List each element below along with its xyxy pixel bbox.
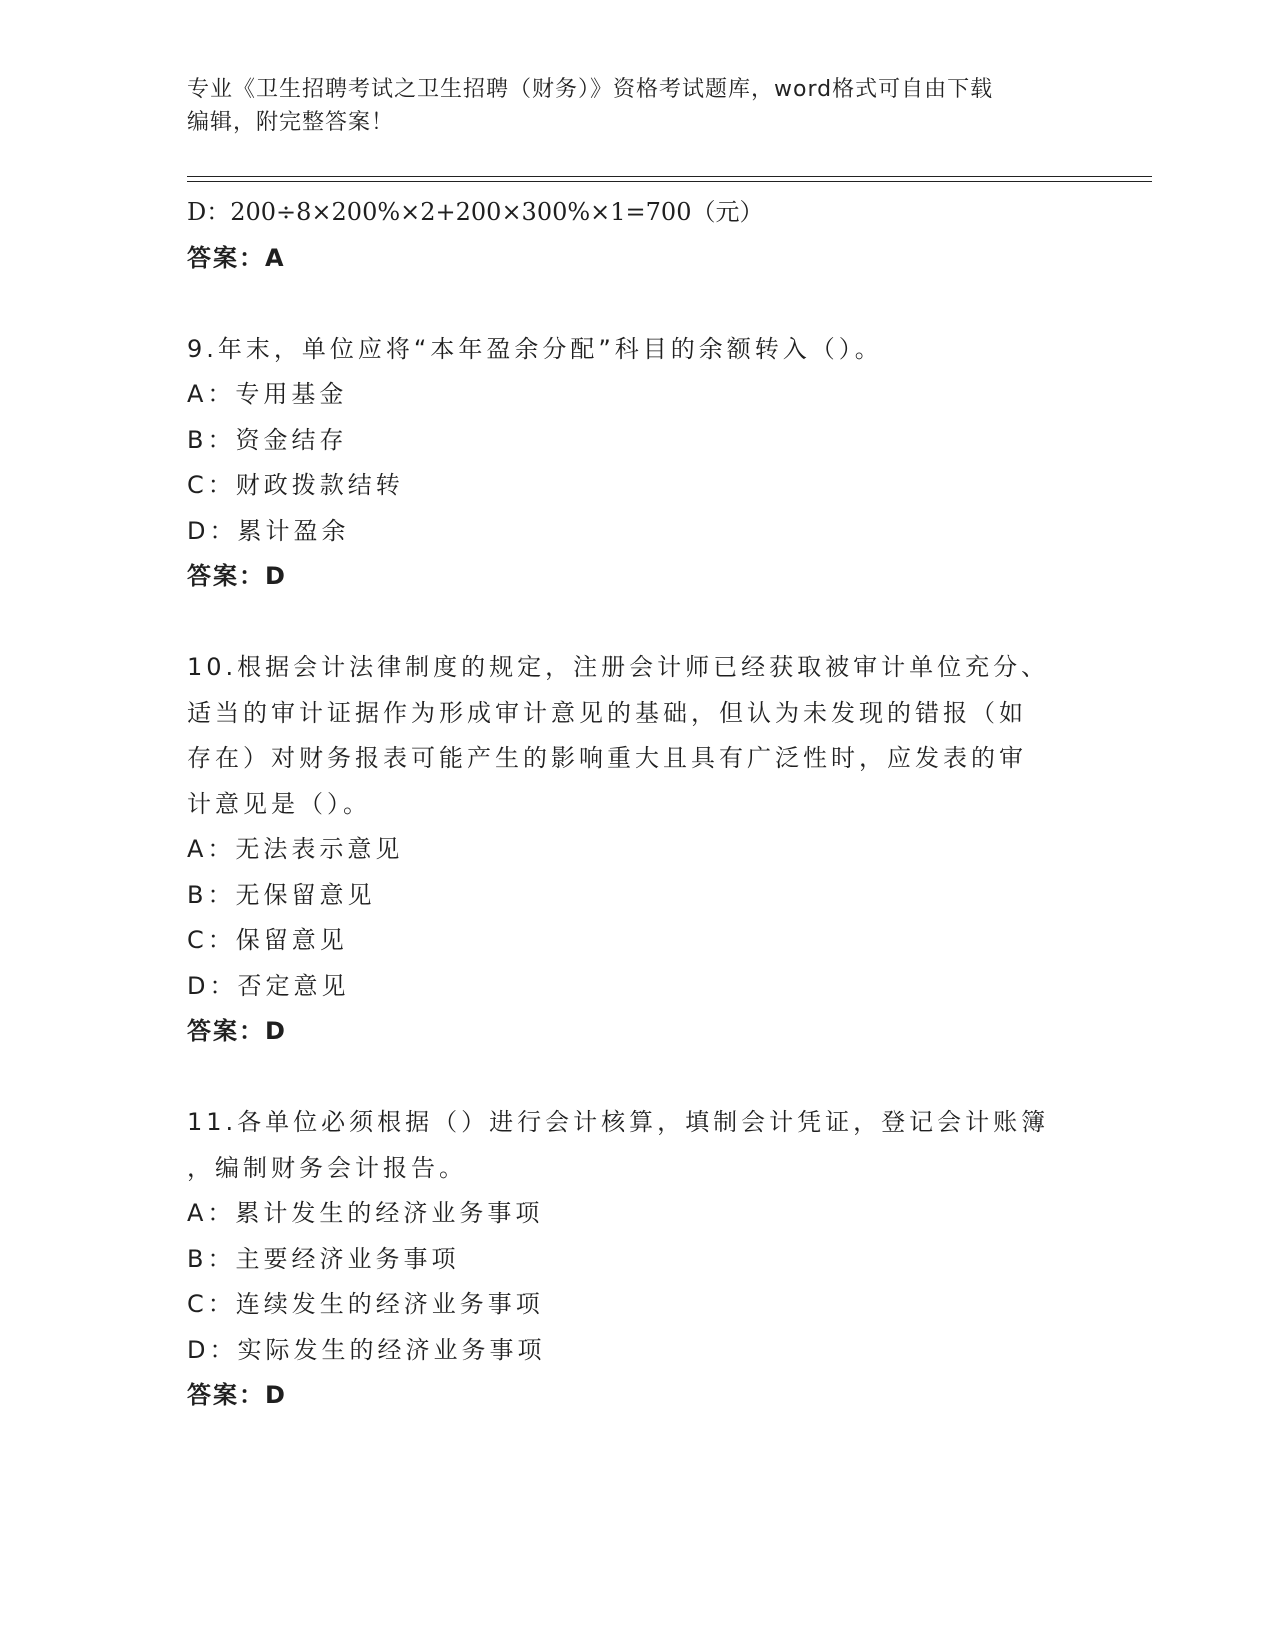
option-d-previous: D：200÷8×200%×2+200×300%×1=700（元） [187,198,764,226]
question-11-option-d: D：实际发生的经济业务事项 [187,1335,546,1364]
question-10-option-c: C：保留意见 [187,926,348,954]
question-11-answer: 答案：D [187,1381,287,1409]
header-line-2: 编辑，附完整答案！ [187,110,395,135]
question-11-option-a: A：累计发生的经济业务事项 [187,1199,544,1227]
spacer [187,600,1087,646]
question-10-stem-line-2: 适当的审计证据作为形成审计意见的基础，但认为未发现的错报（如 [187,698,1027,727]
question-10-option-a: A：无法表示意见 [187,835,404,863]
question-10-answer: 答案：D [187,1017,287,1045]
question-9-stem: 9.年末，单位应将“本年盈余分配”科目的余额转入（）。 [187,334,883,363]
question-10-stem-line-3: 存在）对财务报表可能产生的影响重大且具有广泛性时，应发表的审 [187,744,1027,772]
question-10 [187,645,1087,1055]
spacer [187,281,1087,327]
question-10-option-b: B：无保留意见 [187,880,376,909]
question-10-option-d: D：否定意见 [187,971,350,1000]
question-9-option-d: D：累计盈余 [187,516,350,545]
spacer [187,1055,1087,1101]
question-9-option-a: A：专用基金 [187,380,348,408]
header-divider-top [187,176,1152,177]
question-10-stem-line-4: 计意见是（）。 [187,789,371,818]
question-content [187,190,1087,1419]
question-11-option-c: C：连续发生的经济业务事项 [187,1290,544,1318]
question-11-stem-line-1: 11.各单位必须根据（）进行会计核算，填制会计凭证，登记会计账簿 [187,1108,1050,1136]
question-9-answer: 答案：D [187,562,287,590]
header-divider-bottom [187,181,1152,182]
question-10-stem-line-1: 10.根据会计法律制度的规定，注册会计师已经获取被审计单位充分、 [187,653,1050,681]
question-9 [187,327,1087,600]
document-header [187,73,1087,139]
question-11-stem-line-2: ，编制财务会计报告。 [187,1153,467,1182]
question-11 [187,1100,1087,1419]
question-9-option-c: C：财政拨款结转 [187,471,404,499]
question-11-option-b: B：主要经济业务事项 [187,1244,460,1273]
question-9-option-b: B：资金结存 [187,425,348,454]
header-line-1: 专业《卫生招聘考试之卫生招聘（财务）》资格考试题库，word格式可自由下载 [187,77,994,102]
answer-previous: 答案：A [187,243,286,272]
